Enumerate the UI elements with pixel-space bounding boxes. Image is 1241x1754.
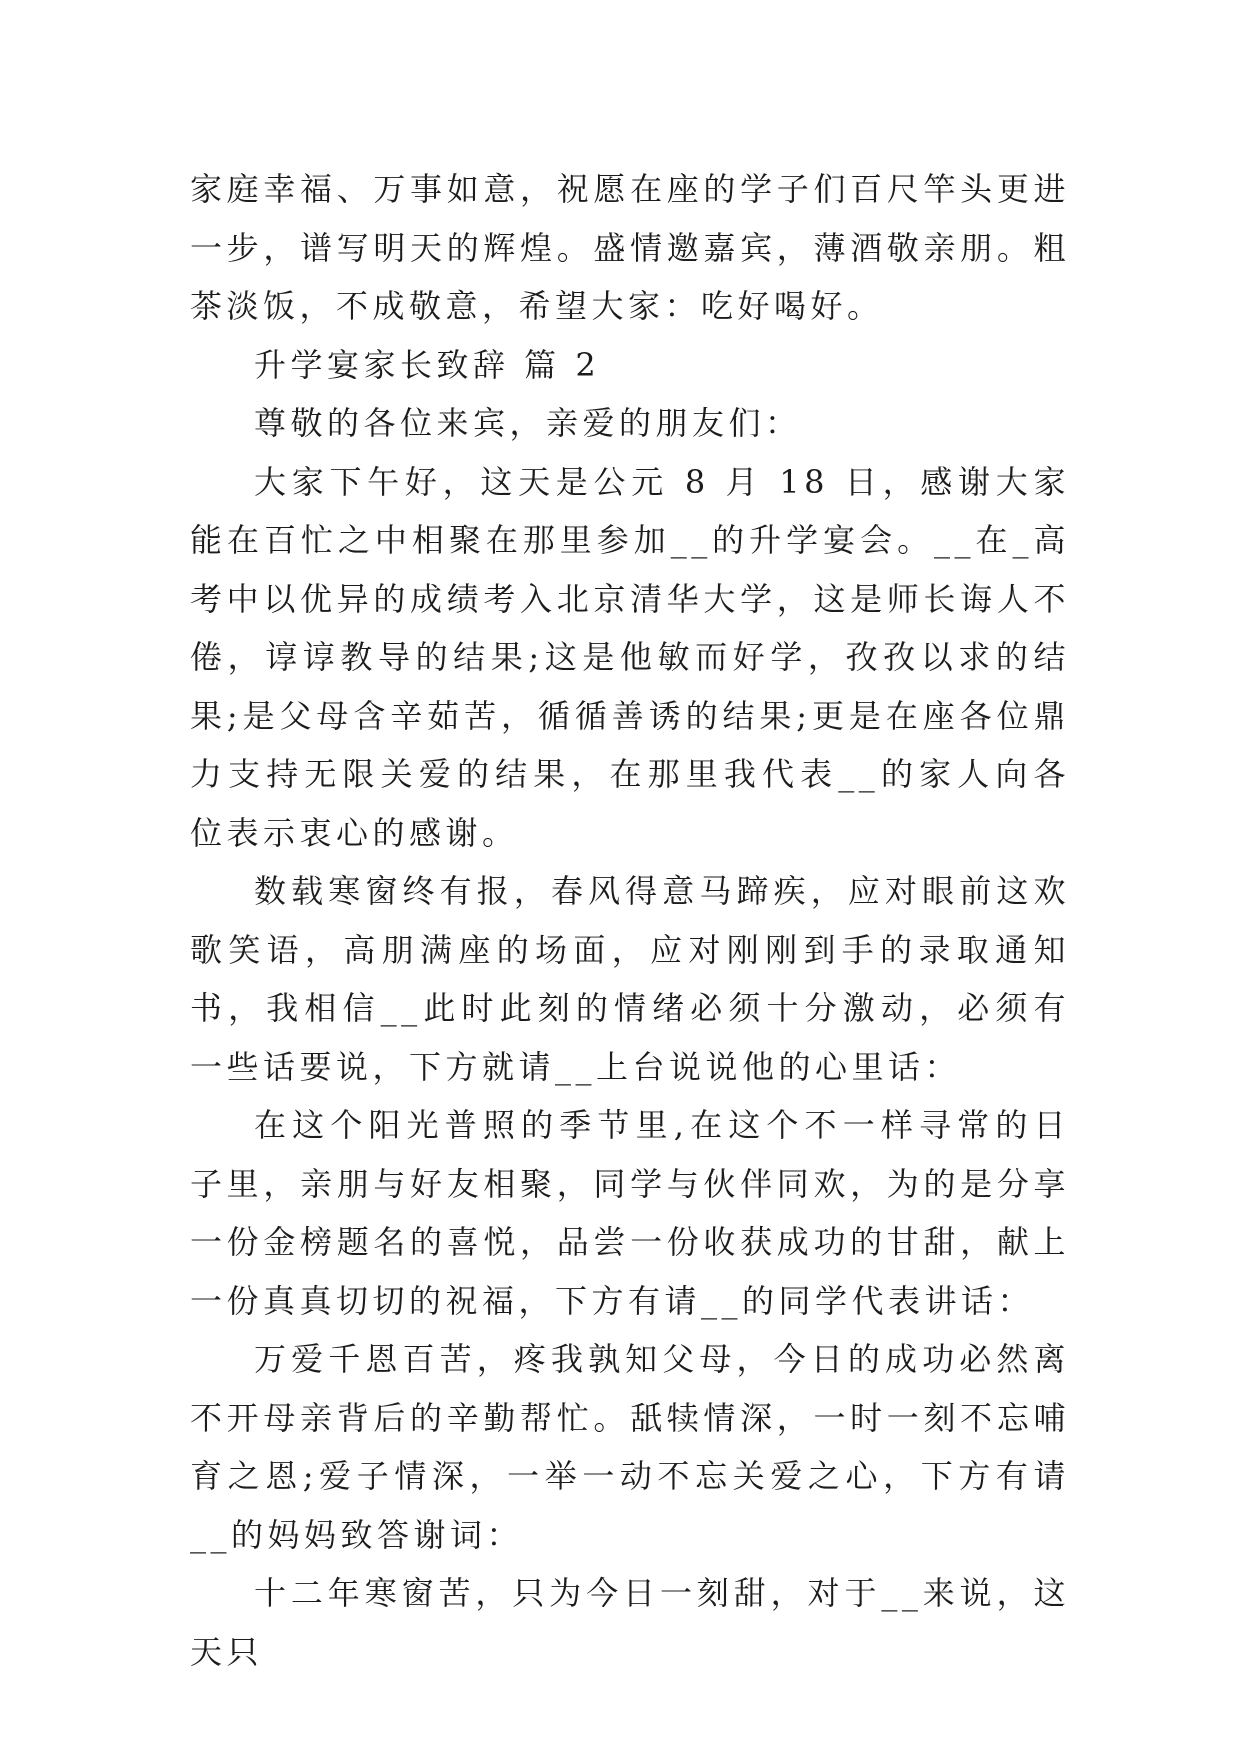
section-heading: 升学宴家长致辞 篇 2	[254, 345, 601, 384]
document-body	[190, 160, 1070, 1681]
continuation-paragraph: 家庭幸福、万事如意，祝愿在座的学子们百尺竿头更进一步，谱写明天的辉煌。盛情邀嘉宾，薄酒敬亲朋。粗茶淡饭，不成敬意，希望大家：吃好喝好。	[190, 170, 1070, 325]
body-paragraph: 十二年寒窗苦，只为今日一刻甜，对于__来说，这天只	[190, 1574, 1070, 1671]
salutation-paragraph: 尊敬的各位来宾，亲爱的朋友们：	[254, 404, 802, 442]
body-paragraph: 万爱千恩百苦，疼我孰知父母，今日的成功必然离不开母亲背后的辛勤帮忙。舐犊情深，一时一刻不忘哺育之恩;爱子情深，一举一动不忘关爱之心，下方有请__的妈妈致答谢词：	[190, 1340, 1070, 1554]
body-paragraph: 数载寒窗终有报，春风得意马蹄疾，应对眼前这欢歌笑语，高朋满座的场面，应对刚刚到手的录取通知书，我相信__此时此刻的情绪必须十分激动，必须有一些话要说，下方就请__上台说说他的心里话：	[190, 872, 1070, 1086]
body-paragraph: 在这个阳光普照的季节里,在这个不一样寻常的日子里，亲朋与好友相聚，同学与伙伴同欢，为的是分享一份金榜题名的喜悦，品尝一份收获成功的甘甜，献上一份真真切切的祝福，下方有请__的同学代表讲话：	[190, 1106, 1070, 1320]
body-paragraph: 大家下午好，这天是公元 8 月 18 日，感谢大家能在百忙之中相聚在那里参加__的升学宴会。__在_高考中以优异的成绩考入北京清华大学，这是师长诲人不倦，谆谆教导的结果;这是他敏而好学，孜孜以求的结果;是父母含辛茹苦，循循善诱的结果;更是在座各位鼎力支持无限关爱的结果，在那里我代表__的家人向各位表示衷心的感谢。	[190, 462, 1070, 852]
